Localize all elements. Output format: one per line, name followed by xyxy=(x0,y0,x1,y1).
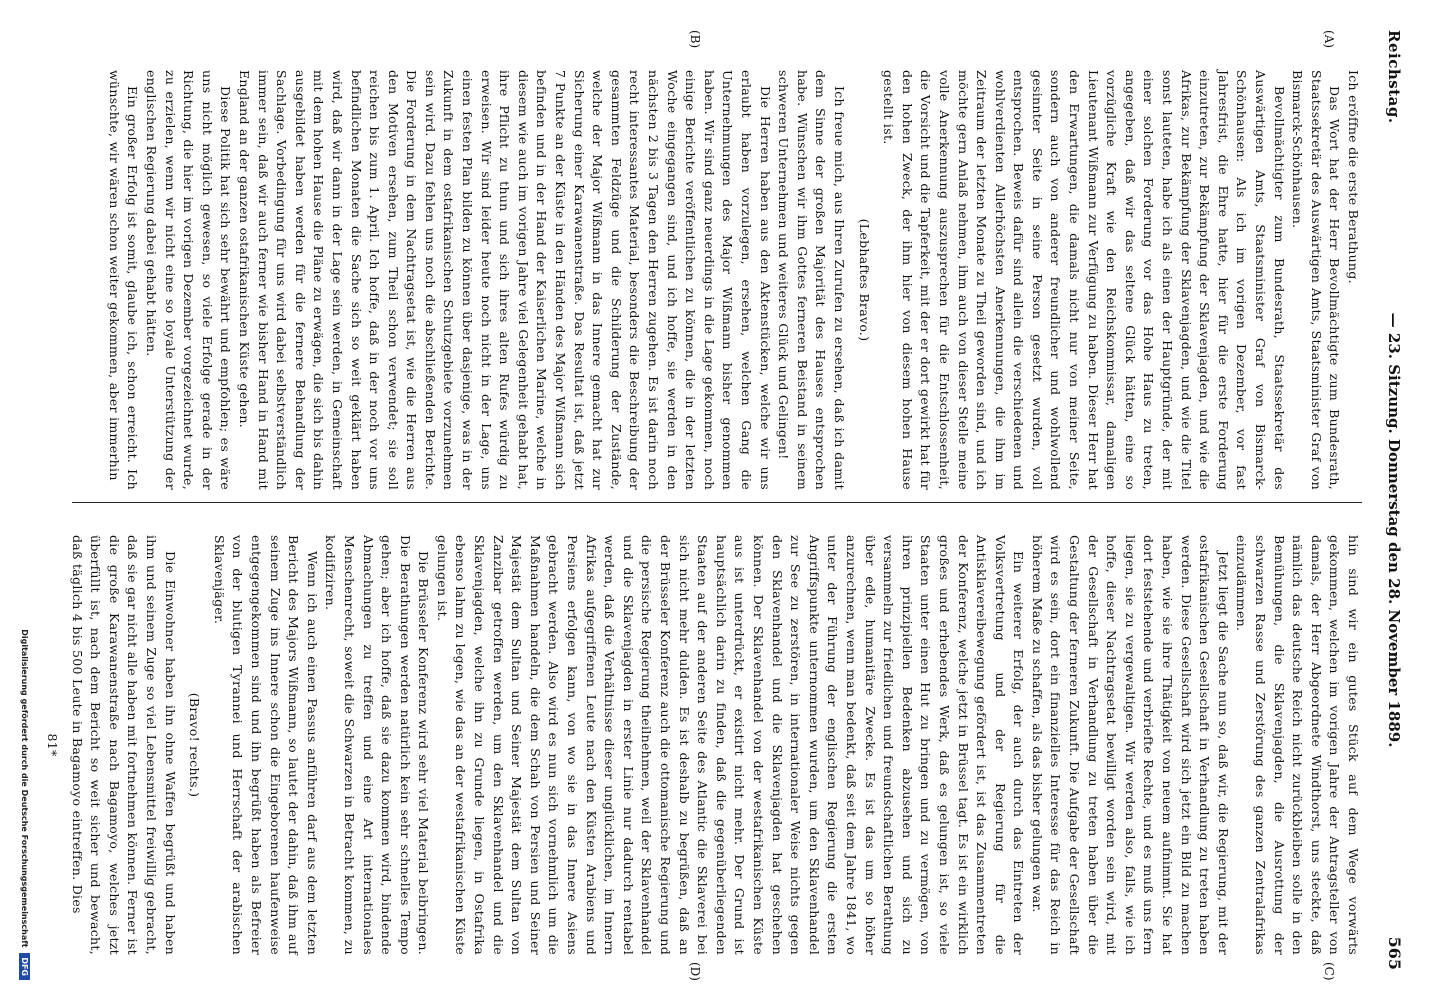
paragraph: Die Herren haben aus den Aktenstücken, welche wir uns erlaubt haben vorzulegen, ersehen, welchen Gang die Unternehmungen des Major Wißmann bisher genommen haben. Wir sind ganz neuerdings in die Lage gekommen, noch einige Berichte veröffentlichen zu können, die in der letzten Woche eingegangen sind, und ich hoffe, sie werden in den nächsten 2 bis 3 Tagen den Herren zugehen. Es ist darin noch recht interessantes Material, besonders die Beschreibung der gesammten Feldzüge und die Schilderung der Zustände, welche der Major Wißmann in das Innere gemacht hat zur Sicherung einer Karawanenstraße. Das Resultat ist, daß jetzt 7 Punkte an der Küste in den Händen des Major Wißmann sich befinden und in der Hand der Kaiserlichen Marine, welche in diesem wie auch im vorigen Jahre viel Gelegenheit gehabt hat, ihre Pflicht zu thun und sich ihres alten Rufes würdig zu erweisen. Wir sind leider heute noch nicht in der Lage, uns einen festen Plan bilden zu können über dasjenige, was in der Zukunft in dem ostafrikanischen Schutzgebiete vorzunehmen sein wird. Dazu fehlen uns noch die abschließenden Berichte. Die Forderung in dem Nachtragsetat ist, wie die Herren aus den Motiven ersehen, zum Theil schon verwendet; sie soll reichen bis zum 1. April. Ich hoffe, daß in der noch vor uns befindlichen Monaten die Sache sich so weit geklärt haben wird, daß wir dann in der Lage sein werden, in Gemeinschaft mit dem hohen Hause die Pläne zu erwägen, die sich bis dahin ausgebildet haben werden für die fernere Behandlung der Sachlage. Vorbedingung für uns wird dabei selbstverständlich immer sein, daß wir auch ferner wie bisher Hand in Hand mit England an der ganzen ostafrikanischen Küste gehen. xyxy=(236,70,773,490)
paragraph: Ich freue mich, aus Ihren Zurufen zu ersehen, daß ich damit dem Sinne der großen Majorität des Hauses entsprochen habe. Wünschen wir ihm Gottes ferneren Beistand in seinem schweren Unternehmen und weiteres Glück und Gelingen! xyxy=(776,70,847,490)
margin-mark-a: (A) xyxy=(1322,30,1336,49)
digitization-text: Digitalisierung gefördert durch die Deutsche Forschungsgemeinschaft xyxy=(20,629,29,948)
paragraph: Ein großer Erfolg ist somit, glaube ich, schon erreicht. Ich wünschte, wir wären schon weiter gekommen, aber immerhin xyxy=(106,70,141,490)
margin-mark-d: (D) xyxy=(688,962,702,981)
header-session-date: — 23. Sitzung. Donnerstag den 28. November 1889. xyxy=(1385,312,1403,748)
paragraph: Die Brüsseler Konferenz wird sehr viel Material beibringen. Die Berathungen werden natürlich kein sehr schnelles Tempo gehen; aber ich hoffe, daß sie dazu kommen wird, bindende Abmachungen zu treffen und eine Art internationales Menschenrecht, soweit die Schwarzen in Betracht kommen, zu kodifiziren. xyxy=(323,535,432,955)
page-number: 565 xyxy=(1385,936,1404,970)
applause-note: (Bravo! rechts.) xyxy=(187,692,203,798)
paragraph: Ein weiterer Erfolg, der auch durch das Eintreten der Volksvertretung und der Regierung für die Antisklavereibewegung gefördert ist, ist das Zusammentreten der Konferenz, welche jetzt in Brüssel tagt. Es ist ein wirklich großes und erhebendes Werk, daß es gelungen ist, so viele Staaten unter einen Hut zu bringen und zu vermögen, von ihren prinzipiellen Bedenken abzusehen und sich zu versammeln zur friedlichen und freundschaftlichen Berathung über edle, humanitäre Zwecke. Es ist das um so höher anzurechnen, wenn man bedenkt, daß seit dem Jahre 1841, wo unter der Führung der englischen Regierung die ersten Angriffspunkte unternommen wurden, um den Sklavenhandel zur See zu zerstören, in internationaler Weise nichts gegen den Sklavenhandel und die Sklavenjagden hat geschehen können. Der Sklavenhandel von der westafrikanischen Küste aus ist unterdrückt, er existirt nicht mehr. Der Grund ist hauptsächlich darin zu finden, daß die gegenüberliegenden Staaten auf der anderen Seite des Atlantic die Sklaverei bei sich nicht mehr dulden. Es ist deshalb zu begrüßen, daß an der Brüsseler Konferenz auch die ottomanische Regierung und die persische Regierung theilnehmen, weil der Sklavenhandel und die Sklavenjagden in erster Linie nur dadurch rentabel werden, daß die Verhältnisse dieser unglücklichen, im Innern Afrikas aufgegriffenen Leute nach den Küsten Arabiens und Persiens erfolgen kann, von wo sie in das Innere Asiens gebracht werden. Also wird es nun sich vornehmlich um die Maßnahmen handeln, die dem Schah von Persien und Seiner Majestät dem Sultan und Seiner Majestät dem Sultan von Zanzibar getroffen werden, um den Sklavenhandel und die Sklavenjagden, welche ihn zu Grunde liegen, in Ostafrika ebenso lahm zu legen, wie das an der westafrikanischen Küste gelungen ist. xyxy=(434,535,1027,955)
paragraph: Jetzt liegt die Sache nun so, daß wir, die Regierung, mit der ostafrikanischen Gesellschaft in Verhandlung zu treten haben werden. Diese Gesellschaft wird sich jetzt ein Bild zu machen haben, wie sie ihre Thätigkeit von neuem aufnimmt. Sie hat dort feststehende und verbriefte Rechte, und es muß uns fern liegen, sie zu vergewaltigen. Wir werden also, falls, wie ich hoffe, dieser Nachtragsetat bewilligt worden sein wird, mit der Gesellschaft in Verhandlung zu treten haben über die Gestaltung der ferneren Zukunft. Die Aufgabe der Gesellschaft wird es sein, dort ein finanzielles Interesse für das Reich in höherem Maße zu schaffen, als das bisher gelungen war. xyxy=(1029,535,1231,955)
margin-mark-b: (B) xyxy=(688,30,702,49)
paragraph: Wenn ich auch einen Passus anführen darf aus dem letzten Bericht des Majors Wißmann, so lautet der dahin, daß ihm auf seinem Zuge ins Innere schon die Eingeborenen haufenweise entgegengekommen sind und ihn begrüßt haben als Befreier von der blutigen Tyrannei und Herrschaft der arabischen Sklavenjäger. xyxy=(211,535,320,955)
signature-mark: 81* xyxy=(45,733,61,757)
digitization-note xyxy=(19,400,30,980)
paragraph: Bevollmächtigter zum Bundesrath, Staatssekretär des Auswärtigen Amts, Staatsminister Graf von Bismarck-Schönhausen: Als ich im vorigen Dezember, vor fast Jahresfrist, die Ehre hatte, hier für die erste Forderung einzutreten, zur Bekämpfung der Sklavenjagden, und wie die Afrikas, zur Bekämpfung der Sklavenjagden, und wie die Titel sonst lauteten, habe ich als einen der Hauptgründe, der mit einer solchen Forderung vor das Hohe Haus zu treten, angegeben, daß wir das seltene Glück hätten, eine so vorzügliche Kraft wie den Reichskommissar, damaligen Lieutenant Wißmann zur Verfügung zu haben. Dieser Herr hat den Erwartungen, die damals nicht nur von meiner Seite, sondern auch von anderer freundlicher und wohlwollend gesinnter Seite in seine Person gesetzt wurden, voll entsprochen. Beweis dafür sind allein die verschiedenen und wohlverdienten Allerhöchsten Anerkennungen, die ihm im Zeitraum der letzten Monate zu Theil geworden sind, und ich möchte gern Anlaß nehmen, ihm auch von dieser Stelle meine volle Anerkennung auszusprechen für die Entschlossenheit, die Vorsicht und die Tapferkeit, mit der er dort gewirkt hat für den hohen Zweck, der ihm hier von diesem hohen Hause gestellt ist. xyxy=(881,70,1287,490)
paragraph: Diese Politik hat sich sehr bewährt und empfohlen; es wäre uns nicht möglich gewesen, so viele Erfolge gerade in der Richtung, die hier im vorigen Dezember vorgezeichnet wurde, zu erzielen, wenn wir nicht eine so loyale Unterstützung der englischen Regierung dabei gehabt hätten. xyxy=(144,70,234,490)
margin-mark-c: (C) xyxy=(1322,962,1336,981)
paragraph: hin sind wir ein gutes Stück auf dem Wege vorwärts gekommen, welchen im vorigen Jahre der Antragsteller von damals, der Herr Abgeordnete Windthorst, uns steckte, daß nämlich das deutsche Reich nicht zurückbleiben solle in den Bemühungen, die Sklavenjagden, die Ausrottung der schwarzen Rasse und Zerstörung des ganzen Zentralafrikas einzudämmen. xyxy=(1234,535,1361,955)
right-column xyxy=(45,535,1362,955)
paragraph: Ich eröffne die erste Berathung. xyxy=(1346,70,1361,284)
left-column xyxy=(72,70,1362,490)
applause-note: (Lebhaftes Bravo.) xyxy=(856,218,872,342)
column-divider xyxy=(72,502,1362,503)
page-header xyxy=(1370,30,1404,970)
paragraph: Die Einwohner haben ihn ohne Waffen begrüßt und haben ihm und seinem Zuge so viel Lebensmittel freiwillig gebracht, daß sie gar nicht alle haben mit fortnehmen können. Ferner ist die große Karawanenstraße nach Bagamoyo, welches jetzt überfüllt ist, nach dem Bericht so weit sicher und bewacht, daß täglich 4 bis 500 Leute in Bagamoyo eintreffen. Dies xyxy=(69,535,178,955)
header-left: Reichstag. xyxy=(1385,30,1403,124)
dfg-logo: DFG xyxy=(19,953,30,980)
paragraph: Das Wort hat der Herr Bevollmächtigte zum Bundesrath, Staatssekretär des Auswärtigen Amts, Staatsminister Graf von Bismarck-Schönhausen. xyxy=(1290,70,1343,490)
